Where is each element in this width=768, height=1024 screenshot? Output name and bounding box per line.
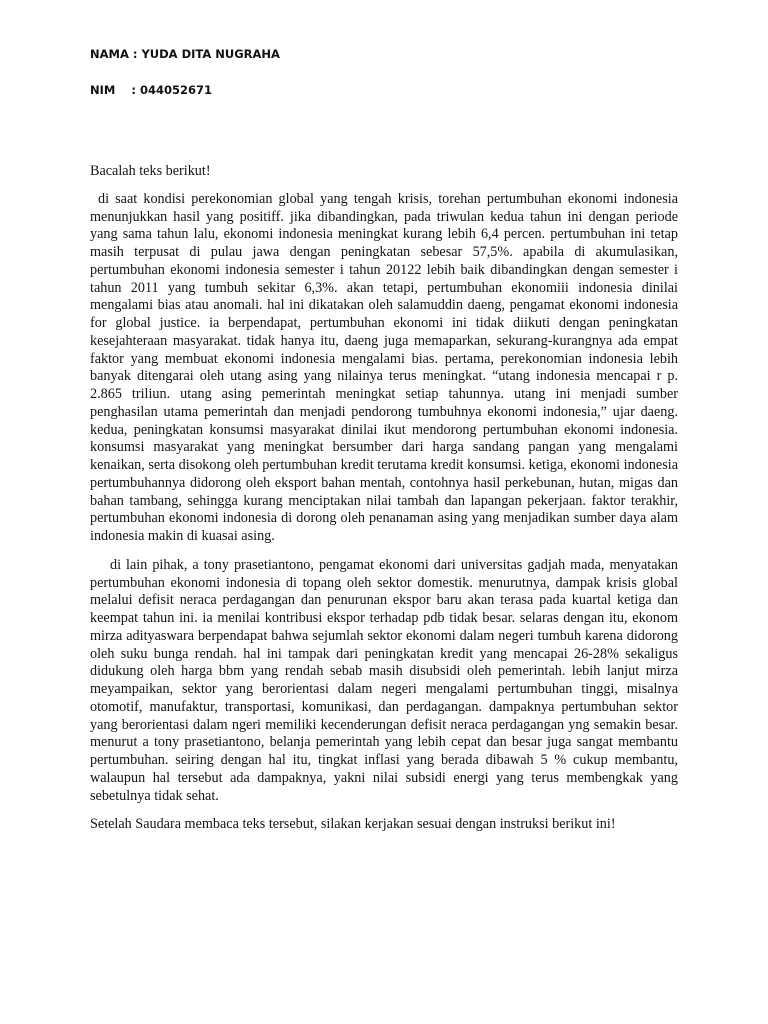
document-body (90, 163, 678, 834)
student-name: NAMA : YUDA DITA NUGRAHA (90, 47, 280, 61)
student-header (90, 47, 280, 119)
student-nim: NIM : 044052671 (90, 83, 212, 97)
paragraph-2: di lain pihak, a tony prasetiantono, pengamat ekonomi dari universitas gadjah mada, menyatakan pertumbuhan ekonomi indonesia di topang oleh sektor domestik. menurutnya, dampak krisis global melalui defisit neraca perdagangan dan penurunan ekspor baru akan terasa pada kuartal ketiga dan keempat tahun ini. ia menilai kontribusi ekspor terhadap pdb tidak besar. selaras dengan itu, ekonom mirza adityaswara berpendapat bahwa sejumlah sektor ekonomi dalam negeri tumbuh karena didorong oleh suku bunga rendah. hal ini tampak dari peningkatan kredit yang mencapai 26-28% sekaligus didukung oleh harga bbm yang rendah sebab masih disubsidi oleh pemerintah. lebih lanjut mirza meyampaikan, sektor yang berorientasi dalam negeri mengalami pertumbuhan tinggi, misalnya otomotif, manufaktur, transportasi, komunikasi, dan perdagangan. dampaknya pertumbuhan sektor yang berorientasi dalam ngeri memiliki kecenderungan defisit neraca perdagangan yng semakin besar. menurut a tony prasetiantono, belanja pemerintah yang lebih cepat dan besar juga sangat membantu pertumbuhan. seiring dengan hal itu, tingkat inflasi yang berada dibawah 5 % cukup membantu, walaupun hal tersebut ada dampaknya, yakni nilai subsidi energi yang terus membengkak yang sebetulnya tidak sehat. (90, 556, 678, 804)
intro-line: Bacalah teks berikut! (90, 163, 211, 179)
paragraph-1: di saat kondisi perekonomian global yang tengah krisis, torehan pertumbuhan ekonomi indonesia menunjukkan hasil yang positiff. jika dibandingkan, pada triwulan kedua tahun ini dengan periode yang sama tahun lalu, ekonomi indonesia meningkat kurang lebih 6,4 percen. pertumbuhan ini tetap masih terpusat di pulau jawa dengan peningkatan sebesar 57,5%. apabila di akumulasikan, pertumbuhan ekonomi indonesia semester i tahun 20122 lebih baik dibandingkan dengan semester i tahun 2011 yang tumbuh sekitar 6,3%. akan tetapi, pertumbuhan ekonomiii indonesia dinilai mengalami bias atau anomali. hal ini dikatakan oleh salamuddin daeng, pengamat ekonomi indonesia for global justice. ia berpendapat, pertumbuhan ekonomi ini tidak diikuti dengan peningkatan kesejahteraan masyarakat. tidak hanya itu, daeng juga memaparkan, sekurang-kurangnya ada empat faktor yang membuat ekonomi indonesia mengalami bias. pertama, perekonomian indonesia lebih banyak ditengarai oleh utang asing yang nilainya terus meningkat. “utang indonesia mencapai r p. 2.865 triliun. utang asing pemerintah meningkat setiap tahunnya. utang ini menjadi sumber penghasilan utama pemerintah dan menjadi pendorong tumbuhnya ekonomi indonesia,” ujar daeng. kedua, peningkatan konsumsi masyarakat dinilai ikut mendorong pertumbuhan ekonomi indonesia. konsumsi masyarakat yang meningkat bersumber dari harga sandang pangan yang mengalami kenaikan, serta disokong oleh pertumbuhan kredit terutama kredit konsumsi. ketiga, ekonomi indonesia pertumbuhannya didorong oleh eksport bahan mentah, contohnya hasil perkebunan, hutan, migas dan bahan tambang, sehingga kurang menciptakan nilai tambah dan lapangan pekerjaan. faktor terakhir, pertumbuhan ekonomi indonesia di dorong oleh penanaman asing yang menjadikan sumber daya alam indonesia makin di kuasai asing. (90, 190, 678, 544)
closing-instruction: Setelah Saudara membaca teks tersebut, silakan kerjakan sesuai dengan instruksi berikut ini! (90, 816, 616, 833)
